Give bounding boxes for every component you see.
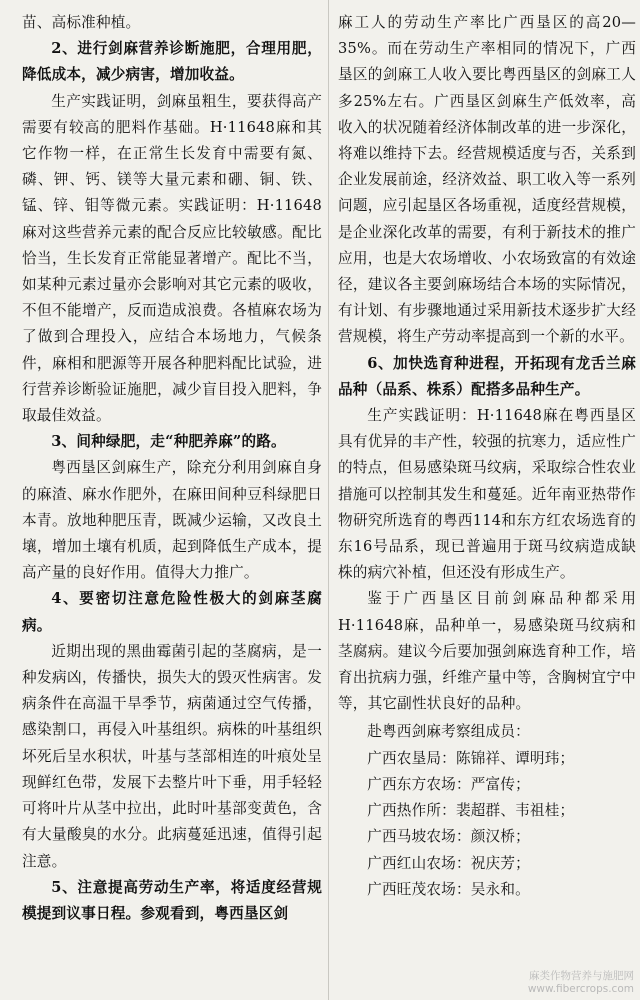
paragraph: 生产实践证明：H·11648麻在粤西垦区具有优异的丰产性，较强的抗寒力，适应性广的特点，但易感染斑马纹病，采取综合性农业措施可以控制其发生和蔓延。近年南亚热带作物研究所选育的粤西114和东方红农场选育的东16号品系，现已普遍用于斑马纹病造成缺株的病穴补植，但还没有形成生产。 <box>338 407 636 582</box>
right-column <box>338 10 636 903</box>
roster-member: 广西红山农场：祝庆芳； <box>367 854 530 872</box>
column-divider <box>328 0 329 1000</box>
site-watermark <box>528 970 634 996</box>
roster-member: 广西农垦局：陈锦祥、谭明玮； <box>367 749 575 767</box>
paragraph: 苗、高标准种植。 <box>22 14 141 31</box>
section-heading-5: 5、注意提高劳动生产率，将适度经营规模提到议事日程。参观看到，粤西垦区剑 <box>22 878 322 922</box>
roster-title: 赴粤西剑麻考察组成员： <box>367 723 530 741</box>
paragraph: 鉴于广西垦区目前剑麻品种都采用H·11648麻，品种单一，易感染斑马纹病和茎腐病。建议今后要加强剑麻选育种工作，培育出抗病力强，纤维产量中等，含胸树宜宁中等，其它副性状良好的品种。 <box>338 590 636 713</box>
roster-member: 广西东方农场：严富传； <box>367 775 530 793</box>
paragraph: 麻工人的劳动生产率比广西垦区的高20—35%。而在劳动生产率相同的情况下，广西垦区的剑麻工人收入要比粤西垦区的剑麻工人多25%左右。广西垦区剑麻生产低效率，高收入的状况随着经济体制改革的进一步深化，将难以维持下去。经营规模适度与否，关系到企业发展前途，经济效益、职工收入等一系列问题，应引起垦区各场重视，适度经营规模，是企业深化改革的需要，有利于新技术的推广应用，也是大农场增收、小农场致富的有效途径，建议各主要剑麻场结合本场的实际情况，有计划、有步骤地通过采用新技术逐步扩大经营规模，将生产劳动率提高到一个新的水平。 <box>338 14 636 346</box>
watermark-line: www.fibercrops.com <box>527 983 634 995</box>
section-heading-6: 6、加快选育种进程，开拓现有龙舌兰麻品种（品系、株系）配搭多品种生产。 <box>338 354 636 398</box>
roster-member: 广西旺茂农场：吴永和。 <box>367 880 530 898</box>
section-heading-4: 4、要密切注意危险性极大的剑麻茎腐病。 <box>22 590 322 634</box>
paragraph: 近期出现的黑曲霉菌引起的茎腐病，是一种发病凶，传播快，损失大的毁灭性病害。发病条件在高温干旱季节，病菌通过空气传播，感染割口，再侵入叶基组织。病株的叶基组织坏死后呈水积状，叶基与茎部相连的叶痕处呈现鲜红色带，发展下去整片叶下垂，用手轻轻可将叶片从茎中拉出，此时叶基部变黄色，含有大量酸臭的水分。此病蔓延迅速，值得引起注意。 <box>22 642 322 870</box>
section-heading-3: 3、间种绿肥，走“种肥养麻”的路。 <box>51 433 286 451</box>
left-column <box>22 10 322 927</box>
roster-member: 广西马坡农场：颜汉桥； <box>367 828 530 846</box>
watermark-line: 麻类作物营养与施肥网 <box>529 970 634 982</box>
paragraph: 生产实践证明，剑麻虽粗生，要获得高产需要有较高的肥料作基础。H·11648麻和其它作物一样，在正常生长发育中需要有氮、磷、钾、钙、镁等大量元素和硼、铜、铁、锰、锌、钼等微元素。实践证明：H·11648麻对这些营养元素的配合反应比较敏感。配比恰当，生长发育正常能显著增产。配比不当，如某种元素过量亦会影响对其它元素的吸收，不但不能增产，反而造成浪费。各植麻农场为了做到合理投入，应结合本场地力，气候条件，麻相和肥源等开展各种肥料配比试验，进行营养诊断验证施肥，减少盲目投入肥料，争取最佳效益。 <box>22 92 322 425</box>
roster-member: 广西热作所：裴超群、韦祖桂； <box>367 802 575 820</box>
paragraph: 粤西垦区剑麻生产，除充分利用剑麻自身的麻渣、麻水作肥外，在麻田间种豆科绿肥日本青。放地种肥压青，既减少运输，又改良土壤，增加土壤有机质，起到降低生产成本，提高产量的良好作用。值得大力推广。 <box>22 459 322 582</box>
section-heading-2: 2、进行剑麻营养诊断施肥，合理用肥，降低成本，减少病害，增加收益。 <box>22 40 322 84</box>
